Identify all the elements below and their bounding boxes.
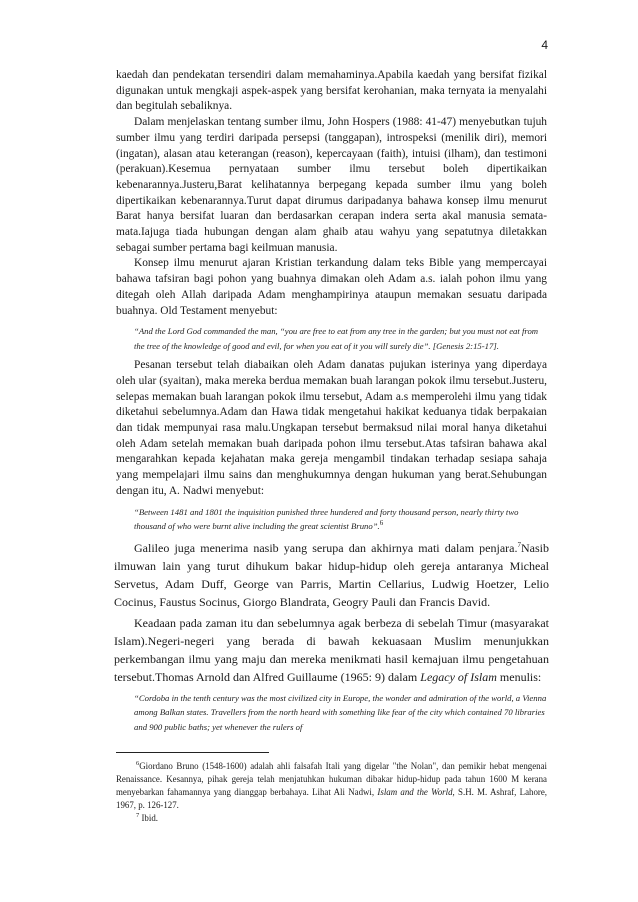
paragraph-4: Pesanan tersebut telah diabaikan oleh Adam danatas pujukan isterinya yang diperdaya oleh ular (syaitan), maka mereka berdua memakan buah larangan pokok ilmu tersebut.Justeru, selepas memakan buah larangan pokok ilmu tersebut, Adam a.s memperolehi ilmu yang tidak diketahui sebelumnya.Adam dan Hawa tidak mengetahui hakikat keduanya tidak berpakaian dan tidak mempunyai rasa malu.Ungkapan tersebut bermaksud nilai moral hanya diketahui oleh Adam setelah memakan buah daripada pohon ilmu tersebut.Atas tafsiran bahawa akal mengarahkan kepada kejahatan maka gereja mengambil tindakan terhadap sesiapa sahaja yang mempelajari ilmu sains dan menghukumnya dengan hukuman yang berat.Sehubungan dengan itu, A. Nadwi menyebut: [116,359,547,497]
paragraph-2: Dalam menjelaskan tentang sumber ilmu, John Hospers (1988: 41-47) menyebutkan tujuh sumber ilmu yang terdiri daripada persepsi (tanggapan), introspeksi (menilik diri), memori (ingatan), alasan atau keterangan (reason), kepercayaan (faith), intuisi (ilham), dan testimoni (perakuan).Kesemua pernyataan sumber ilmu tersebut boleh dipertikaikan kebenarannya.Justeru,Barat kelihatannya berpegang kepada sumber ilmu yang boleh dipertikaikan kebenarannya.Turut dapat dirumus daripadanya bahawa konsep ilmu menurut Barat hanya bersifat luaran dan berdasarkan cerapan indera serta akal manusia semata-mata.Iajuga tiada hubungan dengan alam ghaib atau wahyu yang sepatutnya diletakkan sebagai sumber pertama bagi keilmuan manusia. [116,116,547,254]
book-title-legacy-of-islam: Legacy of Islam [420,669,497,684]
footnotes [116,760,547,825]
footnote-6-text-a: Giordano Bruno (1548-1600) adalah ahli falsafah Itali yang digelar "the Nolan", dan pemikir hebat mengenai Renaissance. Kesannya, pihak gereja telah menjatuhkan hukuman dibakar hidup-hidup pada tahun 1600 M kerana menyebarkan fahamannya yang dianggap berbahaya. Lihat Ali Nadwi, [116,761,547,797]
paragraph-5 [114,539,549,611]
paragraph-6-part-b: menulis: [496,669,542,684]
footnote-6 [116,760,547,812]
footnote-7 [116,812,547,825]
footnote-separator [116,752,269,753]
paragraph-5-part-b: Nasib ilmuwan lain yang turut dihukum bakar hidup-hidup oleh gereja antaranya Micheal Servetus, Adam Duff, George van Parris, Martin Cellarius, Ludwig Hoetzer, Lelio Cocinus, Faustus Socinus, Giorgo Blandrata, Geogry Pauli dan Francis David. [114,540,549,609]
quote-genesis: “And the Lord God commanded the man, “you are free to eat from any tree in the garden; but you must not eat from the tree of the knowledge of good and evil, for when you eat of it you will surely die”. [Genesis 2:15-17]. [134,326,539,351]
quote-nadwi-text: “Between 1481 and 1801 the inquisition punished three hundered and forty thousand person, nearly thirty two thousand of who were burnt alive including the great scientist Bruno”. [134,506,519,532]
body-text [116,68,547,739]
footnote-ref-6: 6 [379,519,384,528]
paragraph-3: Konsep ilmu menurut ajaran Kristian terkandung dalam teks Bible yang mempercayai bahawa tafsiran bagi pohon yang buahnya dimakan oleh Adam a.s. ialah pohon ilmu yang ditegah oleh Allah daripada Adam menghampirinya ataupun memakan sesuatu daripada buahnya. Old Testament menyebut: [116,257,547,317]
footnote-6-text-b: S.H. M. Ashraf, Lahore, 1967, p. 126-127. [116,787,548,810]
paragraph-5-part-a: Galileo juga menerima nasib yang serupa dan akhirnya mati dalam penjara. [134,540,518,555]
footnote-ref-7: 7 [517,540,521,549]
paragraph-6-part-a: Keadaan pada zaman itu dan sebelumnya agak berbeza di sebelah Timur (masyarakat Islam).Negeri-negeri yang berada di bawah kekuasaan Muslim menunjukkan perkembangan ilmu yang maju dan mereka menikmati hasil kemajuan ilmu pengetahuan tersebut.Thomas Arnold dan Alfred Guillaume (1965: 9) dalam [114,615,549,684]
paragraph-1: kaedah dan pendekatan tersendiri dalam memahaminya.Apabila kaedah yang bersifat fizikal digunakan untuk mengkaji aspek-aspek yang bersifat kerohanian, maka ternyata ia menyalahi dan begitulah sebaliknya. [116,69,547,113]
paragraph-6 [114,614,549,686]
footnote-6-book-title: Islam and the World, [377,787,455,797]
footnote-7-text: Ibid. [139,813,158,823]
quote-cordoba: “Cordoba in the tenth century was the most civilized city in Europe, the wonder and admiration of the world, a Vienna among Balkan states. Travellers from the north heard with something like fear of the city which contained 70 libraries and 900 public baths; yet whenever the rulers of [134,692,547,732]
footnote-7-number: 7 [136,812,140,820]
footnote-6-number: 6 [136,760,140,768]
quote-nadwi [134,505,547,534]
page-number: 4 [541,38,548,52]
